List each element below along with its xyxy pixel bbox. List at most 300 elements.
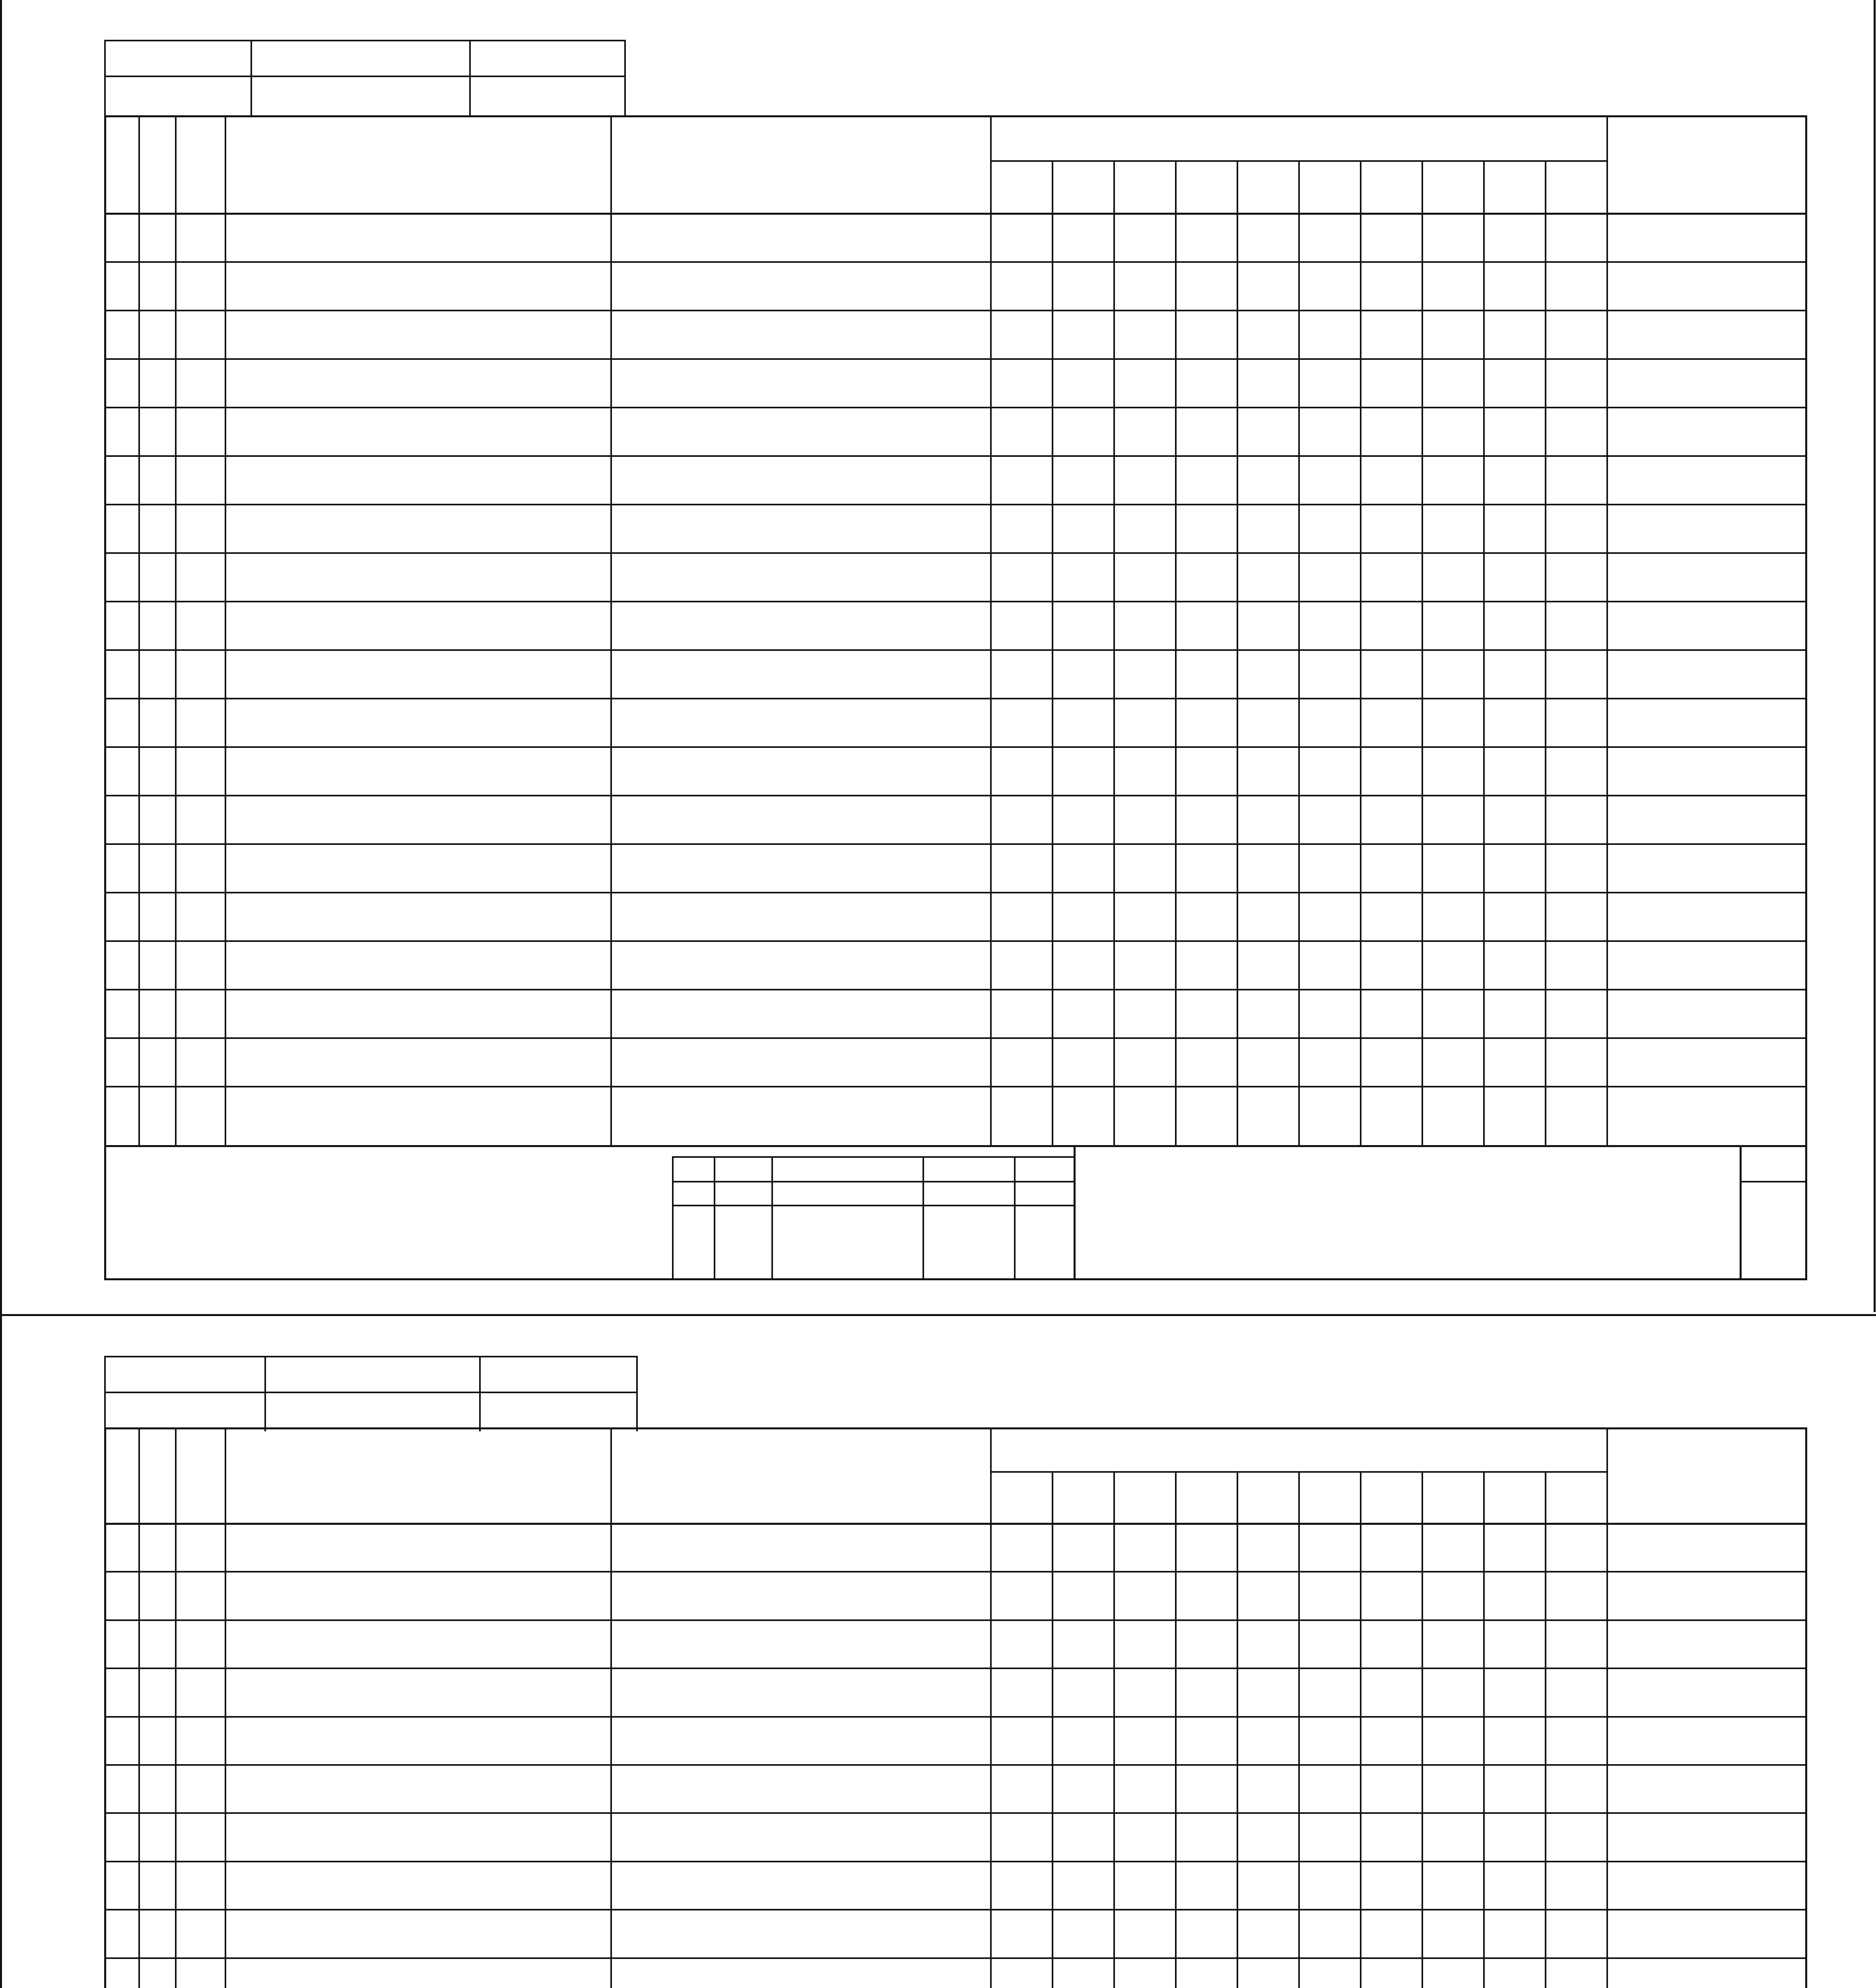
row-qty: [1113, 358, 1175, 407]
row-qty: [1545, 795, 1606, 843]
row-name: [621, 1086, 989, 1134]
row-qty: [1545, 843, 1606, 892]
row-qty: [990, 795, 1052, 843]
row-qty: [1360, 1086, 1422, 1134]
stamp-v-line: [636, 1356, 638, 1431]
row-qty: [1237, 1037, 1298, 1086]
row-qty: [1052, 989, 1113, 1037]
row-qty: [1052, 892, 1113, 940]
row-qty: [1483, 1957, 1545, 1988]
row-qty: [1237, 1571, 1298, 1619]
row-qty: [990, 1909, 1052, 1957]
header-variant: [1237, 1471, 1298, 1523]
row-qty: [1422, 310, 1483, 358]
row-qty: [1422, 552, 1483, 601]
row-qty: [1360, 746, 1422, 795]
row-qty: [1237, 843, 1298, 892]
row-qty: [1545, 552, 1606, 601]
row-name: [621, 358, 989, 407]
row-qty: [1113, 1861, 1175, 1909]
row-qty: [1052, 310, 1113, 358]
row-designation: [233, 1037, 610, 1086]
row-qty: [1298, 552, 1360, 601]
row-qty: [990, 1571, 1052, 1619]
row-pos: [175, 892, 225, 940]
row-qty: [1237, 358, 1298, 407]
row-pos: [175, 552, 225, 601]
row-qty: [1052, 455, 1113, 504]
row-name: [621, 698, 989, 746]
row-designation: [233, 649, 610, 698]
row-pos: [175, 261, 225, 310]
row-pos: [175, 1086, 225, 1134]
row-qty: [1422, 698, 1483, 746]
row-name: [621, 552, 989, 601]
row-qty: [1483, 1571, 1545, 1619]
row-qty: [990, 989, 1052, 1037]
row-qty: [1422, 358, 1483, 407]
row-qty: [1237, 601, 1298, 649]
row-qty: [1422, 892, 1483, 940]
row-qty: [1113, 746, 1175, 795]
row-name: [621, 1716, 989, 1764]
row-qty: [1237, 1668, 1298, 1716]
row-qty: [1175, 552, 1237, 601]
row-qty: [1545, 310, 1606, 358]
row-qty: [1052, 601, 1113, 649]
row-qty: [1237, 504, 1298, 552]
row-qty: [1113, 1037, 1175, 1086]
row-qty: [1113, 601, 1175, 649]
row-qty: [1175, 989, 1237, 1037]
row-qty: [1483, 1037, 1545, 1086]
row-designation: [233, 1957, 610, 1988]
row-name: [621, 310, 989, 358]
stamp-v-line: [251, 40, 252, 115]
header-name: [610, 115, 990, 213]
row-qty: [990, 698, 1052, 746]
row-qty: [1113, 1619, 1175, 1668]
row-pos: [175, 213, 225, 261]
row-qty: [1422, 989, 1483, 1037]
row-qty: [1545, 1764, 1606, 1812]
row-qty: [1113, 1523, 1175, 1571]
frame-left-line: [104, 1427, 106, 1988]
row-name: [621, 1957, 989, 1988]
row-qty: [1298, 1764, 1360, 1812]
row-qty: [1483, 698, 1545, 746]
row-qty: [1298, 843, 1360, 892]
row-name: [621, 1571, 989, 1619]
row-qty: [1360, 213, 1422, 261]
row-qty: [990, 407, 1052, 455]
row-name: [621, 1037, 989, 1086]
row-qty: [1483, 1812, 1545, 1860]
tb-podp: [922, 1205, 1014, 1278]
tb-izm: [672, 1205, 714, 1278]
row-designation: [233, 940, 610, 989]
row-qty: [1483, 1668, 1545, 1716]
row-pos: [175, 504, 225, 552]
row-qty: [1483, 892, 1545, 940]
row-qty: [1545, 746, 1606, 795]
row-qty: [1545, 892, 1606, 940]
row-qty: [1298, 261, 1360, 310]
row-qty: [1113, 892, 1175, 940]
row-pos: [175, 649, 225, 698]
stamp-v-line: [624, 40, 626, 115]
row-qty: [1237, 649, 1298, 698]
row-qty: [1360, 601, 1422, 649]
header-variant: [990, 160, 1052, 213]
column-line: [610, 115, 612, 1145]
row-qty: [1237, 698, 1298, 746]
row-qty: [1175, 698, 1237, 746]
row-qty: [1113, 698, 1175, 746]
row-qty: [1113, 504, 1175, 552]
row-qty: [1483, 455, 1545, 504]
row-qty: [1298, 892, 1360, 940]
row-qty: [1422, 1523, 1483, 1571]
tb-data: [1014, 1205, 1074, 1278]
row-qty: [990, 892, 1052, 940]
row-qty: [1545, 601, 1606, 649]
row-qty: [990, 940, 1052, 989]
row-name: [621, 746, 989, 795]
row-pos: [175, 407, 225, 455]
row-qty: [1298, 504, 1360, 552]
row-qty: [1052, 746, 1113, 795]
header-variant: [1175, 160, 1237, 213]
row-qty: [990, 310, 1052, 358]
row-designation: [225, 407, 602, 455]
row-qty: [1175, 1523, 1237, 1571]
stamp-v-line: [469, 40, 471, 115]
row-qty: [1113, 407, 1175, 455]
row-qty: [1483, 310, 1545, 358]
row-qty: [1175, 940, 1237, 989]
column-line: [138, 1427, 140, 1988]
header-qty: [990, 115, 1606, 160]
row-qty: [1175, 1861, 1237, 1909]
row-qty: [990, 1668, 1052, 1716]
row-qty: [1422, 1086, 1483, 1134]
row-qty: [1483, 407, 1545, 455]
row-qty: [1483, 358, 1545, 407]
row-designation: [233, 892, 610, 940]
row-qty: [1422, 1764, 1483, 1812]
tb-row-line-2: [672, 1181, 1074, 1182]
row-qty: [1237, 1812, 1298, 1860]
row-qty: [1422, 649, 1483, 698]
row-qty: [1237, 213, 1298, 261]
row-qty: [1298, 795, 1360, 843]
row-qty: [990, 1619, 1052, 1668]
row-qty: [1052, 1571, 1113, 1619]
row-name: [621, 1619, 989, 1668]
row-qty: [1175, 504, 1237, 552]
row-qty: [990, 1861, 1052, 1909]
row-designation: [233, 504, 610, 552]
row-qty: [1422, 1571, 1483, 1619]
row-pos: [175, 843, 225, 892]
header-variant: [1422, 160, 1483, 213]
row-qty: [1175, 1812, 1237, 1860]
row-qty: [1237, 310, 1298, 358]
row-designation: [233, 1619, 610, 1668]
row-qty: [1237, 1909, 1298, 1957]
row-qty: [1545, 1523, 1606, 1571]
tb-ndoc: [771, 1205, 922, 1278]
row-qty: [1113, 455, 1175, 504]
row-qty: [1175, 795, 1237, 843]
row-name: [621, 989, 989, 1037]
row-pos: [175, 1523, 225, 1571]
row-qty: [1113, 1571, 1175, 1619]
row-qty: [1545, 455, 1606, 504]
row-qty: [990, 261, 1052, 310]
row-qty: [1298, 1812, 1360, 1860]
row-qty: [1422, 504, 1483, 552]
row-qty: [990, 1812, 1052, 1860]
row-qty: [1422, 455, 1483, 504]
header-variant: [1052, 160, 1113, 213]
row-qty: [1175, 358, 1237, 407]
row-qty: [990, 1716, 1052, 1764]
row-qty: [1483, 1716, 1545, 1764]
row-qty: [1360, 940, 1422, 989]
row-qty: [1052, 1812, 1113, 1860]
row-name: [621, 261, 989, 310]
document-code: [1074, 1145, 1738, 1278]
row-qty: [1298, 455, 1360, 504]
row-qty: [1360, 795, 1422, 843]
header-variant: [1175, 1471, 1237, 1523]
sheet-label: [1740, 1145, 1805, 1181]
row-name: [621, 1812, 989, 1860]
row-qty: [990, 1957, 1052, 1988]
row-qty: [1545, 358, 1606, 407]
row-qty: [1545, 1957, 1606, 1988]
row-designation: [225, 552, 602, 601]
row-qty: [1113, 1716, 1175, 1764]
header-variant: [1483, 160, 1545, 213]
row-name: [621, 940, 989, 989]
row-designation: [233, 310, 610, 358]
stamp-mid-line: [104, 1392, 636, 1393]
header-variant: [990, 1471, 1052, 1523]
row-name: [621, 1909, 989, 1957]
row-qty: [1052, 698, 1113, 746]
row-qty: [1360, 1619, 1422, 1668]
row-qty: [1545, 1861, 1606, 1909]
row-pos: [175, 1716, 225, 1764]
row-qty: [1175, 1764, 1237, 1812]
stamp-top-line: [104, 1356, 636, 1357]
row-qty: [1483, 504, 1545, 552]
row-designation: [233, 746, 610, 795]
header-variant: [1483, 1471, 1545, 1523]
row-qty: [1052, 213, 1113, 261]
row-qty: [1175, 455, 1237, 504]
row-qty: [1422, 940, 1483, 989]
frame-left-line: [104, 115, 106, 1278]
row-qty: [1422, 261, 1483, 310]
row-qty: [1360, 504, 1422, 552]
row-qty: [1175, 261, 1237, 310]
row-qty: [1483, 1619, 1545, 1668]
row-qty: [1298, 1668, 1360, 1716]
row-pos: [175, 1037, 225, 1086]
row-qty: [1545, 698, 1606, 746]
header-variant: [1052, 1471, 1113, 1523]
row-qty: [1237, 407, 1298, 455]
row-qty: [1175, 1716, 1237, 1764]
row-qty: [1298, 1037, 1360, 1086]
row-qty: [1298, 1861, 1360, 1909]
row-name: [621, 601, 989, 649]
row-qty: [1545, 1668, 1606, 1716]
row-qty: [1483, 1523, 1545, 1571]
row-qty: [1360, 1812, 1422, 1860]
row-qty: [990, 1086, 1052, 1134]
header-qty: [990, 1427, 1606, 1471]
row-designation: [233, 1086, 610, 1134]
header-variant: [1422, 1471, 1483, 1523]
row-pos: [175, 601, 225, 649]
row-qty: [1545, 940, 1606, 989]
row-qty: [1113, 1957, 1175, 1988]
row-qty: [1298, 1523, 1360, 1571]
row-qty: [1237, 1861, 1298, 1909]
header-variant: [1545, 1471, 1606, 1523]
row-qty: [1052, 407, 1113, 455]
stamp-v-line: [479, 1356, 481, 1431]
row-qty: [1545, 1812, 1606, 1860]
row-qty: [990, 358, 1052, 407]
row-designation: [233, 1716, 610, 1764]
row-name: [621, 504, 989, 552]
row-qty: [1360, 843, 1422, 892]
row-pos: [175, 940, 225, 989]
row-qty: [1298, 1086, 1360, 1134]
row-pos: [175, 1619, 225, 1668]
sheet-4: [0, 1316, 1876, 1988]
column-line: [138, 115, 140, 1145]
row-qty: [1298, 310, 1360, 358]
row-qty: [1298, 601, 1360, 649]
row-qty: [1483, 601, 1545, 649]
row-qty: [1483, 213, 1545, 261]
row-qty: [1175, 213, 1237, 261]
row-designation: [233, 1668, 610, 1716]
row-designation: [233, 1861, 610, 1909]
row-qty: [1113, 989, 1175, 1037]
row-qty: [1298, 1571, 1360, 1619]
row-qty: [1052, 552, 1113, 601]
row-qty: [1237, 455, 1298, 504]
row-qty: [1298, 746, 1360, 795]
row-qty: [1422, 407, 1483, 455]
row-qty: [1175, 1571, 1237, 1619]
row-qty: [1298, 358, 1360, 407]
row-name: [621, 455, 989, 504]
row-qty: [1113, 940, 1175, 989]
row-pos: [175, 746, 225, 795]
row-qty: [1052, 1957, 1113, 1988]
row-designation: [233, 1812, 610, 1860]
header-note: [1606, 1427, 1805, 1523]
row-qty: [1237, 552, 1298, 601]
row-qty: [1422, 795, 1483, 843]
header-variant: [1360, 1471, 1422, 1523]
row-qty: [1175, 1909, 1237, 1957]
row-qty: [1360, 455, 1422, 504]
row-qty: [1545, 1037, 1606, 1086]
row-qty: [1175, 1037, 1237, 1086]
row-qty: [1483, 746, 1545, 795]
row-qty: [1422, 1037, 1483, 1086]
row-qty: [990, 1764, 1052, 1812]
row-qty: [1113, 1086, 1175, 1134]
row-qty: [1360, 1571, 1422, 1619]
row-qty: [990, 1523, 1052, 1571]
row-qty: [1545, 504, 1606, 552]
row-qty: [1175, 843, 1237, 892]
header-name: [610, 1427, 990, 1523]
row-qty: [1175, 407, 1237, 455]
row-qty: [1237, 989, 1298, 1037]
row-qty: [1175, 1619, 1237, 1668]
row-qty: [1113, 1764, 1175, 1812]
row-qty: [1360, 649, 1422, 698]
row-qty: [1545, 1619, 1606, 1668]
header-designation: [225, 1427, 610, 1523]
row-qty: [1360, 1861, 1422, 1909]
row-qty: [1360, 1523, 1422, 1571]
row-qty: [990, 601, 1052, 649]
row-name: [621, 1861, 989, 1909]
row-qty: [1237, 1716, 1298, 1764]
row-name: [621, 892, 989, 940]
row-pos: [175, 795, 225, 843]
row-qty: [1052, 358, 1113, 407]
row-qty: [1422, 1619, 1483, 1668]
row-qty: [1545, 649, 1606, 698]
row-qty: [1483, 795, 1545, 843]
row-qty: [1545, 1716, 1606, 1764]
stamp-top-line: [104, 40, 624, 41]
row-qty: [990, 746, 1052, 795]
header-variant: [1298, 160, 1360, 213]
row-qty: [1422, 1668, 1483, 1716]
row-qty: [1052, 1523, 1113, 1571]
row-qty: [1422, 843, 1483, 892]
row-pos: [175, 358, 225, 407]
row-qty: [1483, 1861, 1545, 1909]
row-qty: [1298, 407, 1360, 455]
row-name: [621, 1764, 989, 1812]
row-qty: [1052, 261, 1113, 310]
row-qty: [1360, 1037, 1422, 1086]
row-designation: [233, 795, 610, 843]
row-qty: [1052, 1764, 1113, 1812]
row-qty: [990, 504, 1052, 552]
row-qty: [990, 455, 1052, 504]
row-qty: [1052, 1619, 1113, 1668]
row-pos: [175, 1861, 225, 1909]
row-qty: [1483, 1909, 1545, 1957]
